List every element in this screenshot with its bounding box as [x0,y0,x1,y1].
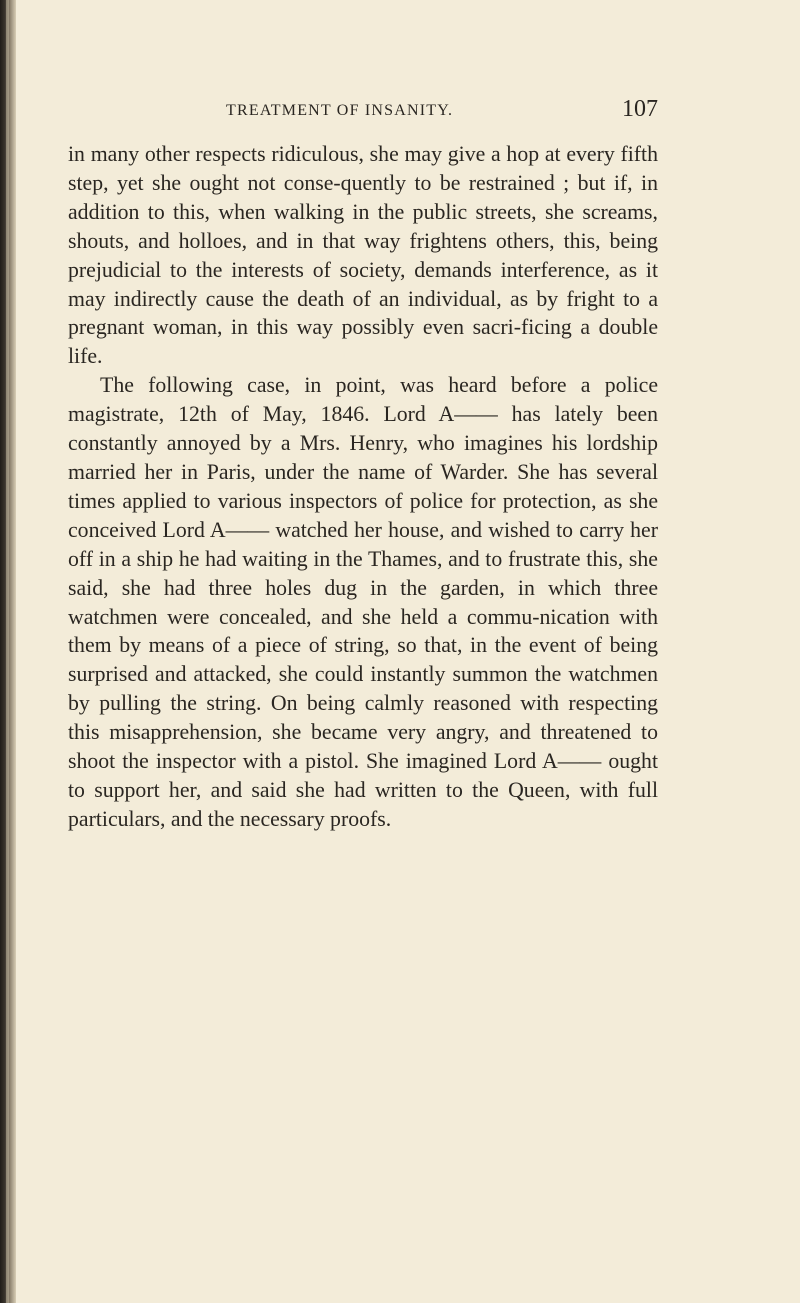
page-number: 107 [622,96,658,122]
spine-edge [6,0,9,1303]
paragraph: The following case, in point, was heard before a police magistrate, 12th of May, 1846. Lord A—— has lately been constantly annoyed by a Mrs. Henry, who imagines his lordship married her in Paris, under the name of Warder. She has several times applied to various inspectors of police for protection, as she conceived Lord A—— watched her house, and wished to carry her off in a ship he had waiting in the Thames, and to frustrate this, she said, she had three holes dug in the garden, in which three watchmen were concealed, and she held a commu-nication with them by means of a piece of string, so that, in the event of being surprised and attacked, she could instantly summon the watchmen by pulling the string. On being calmly reasoned with respecting this misapprehension, she became very angry, and threatened to shoot the inspector with a pistol. She imagined Lord A—— ought to support her, and said she had written to the Queen, with full particulars, and the necessary proofs. [68,373,658,831]
running-head [68,96,658,130]
running-title: TREATMENT OF INSANITY. [226,102,454,119]
paragraph: in many other respects ridiculous, she may give a hop at every fifth step, yet she ought not conse-quently to be restrained ; but if, in addition to this, when walking in the public streets, she screams, shouts, and holloes, and in that way frightens others, this, being prejudicial to the interests of society, demands interference, as it may indirectly cause the death of an individual, as by fright to a pregnant woman, in this way possibly even sacri-ficing a double life. [68,142,658,369]
book-page [68,96,658,834]
body-text [68,140,658,834]
